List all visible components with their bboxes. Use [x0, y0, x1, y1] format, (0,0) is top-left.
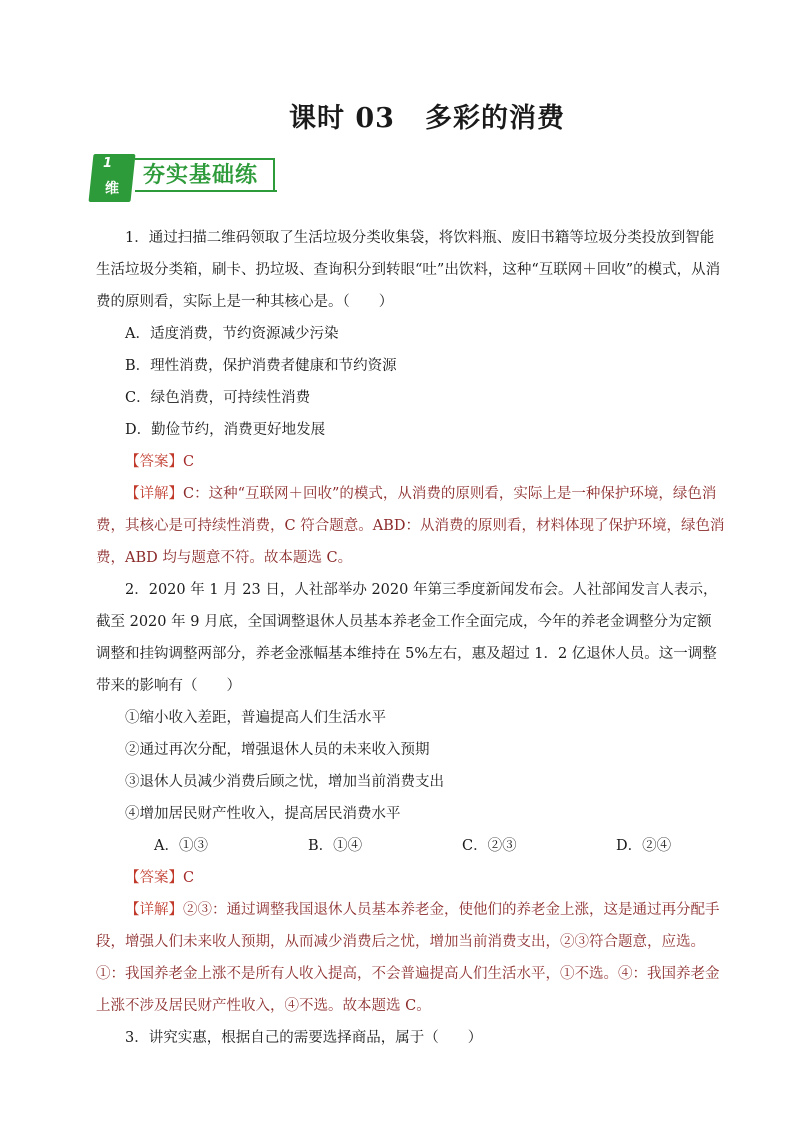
- q2-choice-c: C．②③: [462, 838, 517, 854]
- q1-option-c: C．绿色消费，可持续性消费: [125, 390, 311, 406]
- q2-choices: [96, 830, 726, 862]
- q1-option-a: A．适度消费，节约资源减少污染: [125, 326, 339, 342]
- q2-item-1: ①缩小收入差距，普遍提高人们生活水平: [125, 710, 386, 726]
- q2-item-3: ③退休人员减少消费后顾之忧，增加当前消费支出: [125, 774, 444, 790]
- q2-choice-b: B．①④: [308, 838, 363, 854]
- q2-detail-text: ②③：通过调整我国退休人员基本养老金，使他们的养老金上涨，这是通过再分配手段，增强人们未来收人预期，从而减少消费后之忧，增加当前消费支出，②③符合题意，应选。①：我国养老金上涨不是所有人收入提高，不会普遍提高人们生活水平，①不选。④：我国养老金上涨不涉及居民财产性收入，④不选。故本题选 C。: [96, 902, 720, 1014]
- q1-detail-text: C：这种“互联网＋回收”的模式，从消费的原则看，实际上是一种保护环境，绿色消费，其核心是可持续性消费，C 符合题意。ABD：从消费的原则看，材料体现了保护环境，绿色消费，ABD 均与题意不符。故本题选 C。: [96, 486, 725, 566]
- title-sub: 多彩的消费: [424, 103, 565, 134]
- page-title: [0, 96, 794, 135]
- question-content: [96, 222, 726, 1054]
- q2-item-4: ④增加居民财产性收入，提高居民消费水平: [125, 806, 401, 822]
- question-3-stem: 3．讲究实惠，根据自己的需要选择商品，属于（ ）: [125, 1030, 483, 1046]
- q2-answer-value: C: [183, 870, 195, 886]
- q2-detail: [96, 894, 726, 1022]
- banner-number: 1: [103, 156, 113, 171]
- section-banner: [91, 154, 291, 204]
- q1-option-d: D．勤俭节约，消费更好地发展: [125, 422, 326, 438]
- q1-answer-label: 【答案】: [125, 454, 183, 470]
- q2-item-2: ②通过再次分配，增强退休人员的未来收入预期: [125, 742, 430, 758]
- q1-answer: [96, 446, 726, 478]
- q2-choice-a: A．①③: [154, 838, 208, 854]
- q2-answer: [96, 862, 726, 894]
- question-1-stem: 1．通过扫描二维码领取了生活垃圾分类收集袋，将饮料瓶、废旧书籍等垃圾分类投放到智能生活垃圾分类箱，刷卡、扔垃圾、查询积分到转眼“吐”出饮料，这种“互联网＋回收”的模式，从消费的原则看，实际上是一种其核心是。（ ）: [96, 230, 721, 310]
- title-main: 课时 03: [289, 103, 395, 134]
- q2-choice-d: D．②④: [616, 838, 672, 854]
- q1-option-b: B．理性消费，保护消费者健康和节约资源: [125, 358, 397, 374]
- question-2-stem: 2．2020 年 1 月 23 日，人社部举办 2020 年第三季度新闻发布会。人社部闻发言人表示，截至 2020 年 9 月底，全国调整退休人员基本养老金工作全面完成，今年的养老金调整分为定额调整和挂钩调整两部分，养老金涨幅基本维持在 5%左右，惠及超过 1．2 亿退休人员。这一调整带来的影响有（ ）: [96, 582, 718, 694]
- q2-answer-label: 【答案】: [125, 870, 183, 886]
- q1-detail: [96, 478, 726, 574]
- banner-wei: 维: [105, 181, 119, 197]
- banner-underline: [135, 190, 277, 192]
- banner-label: 夯实基础练: [143, 163, 259, 188]
- q1-answer-value: C: [183, 454, 195, 470]
- q1-detail-label: 【详解】: [125, 486, 183, 502]
- q2-detail-label: 【详解】: [125, 902, 183, 918]
